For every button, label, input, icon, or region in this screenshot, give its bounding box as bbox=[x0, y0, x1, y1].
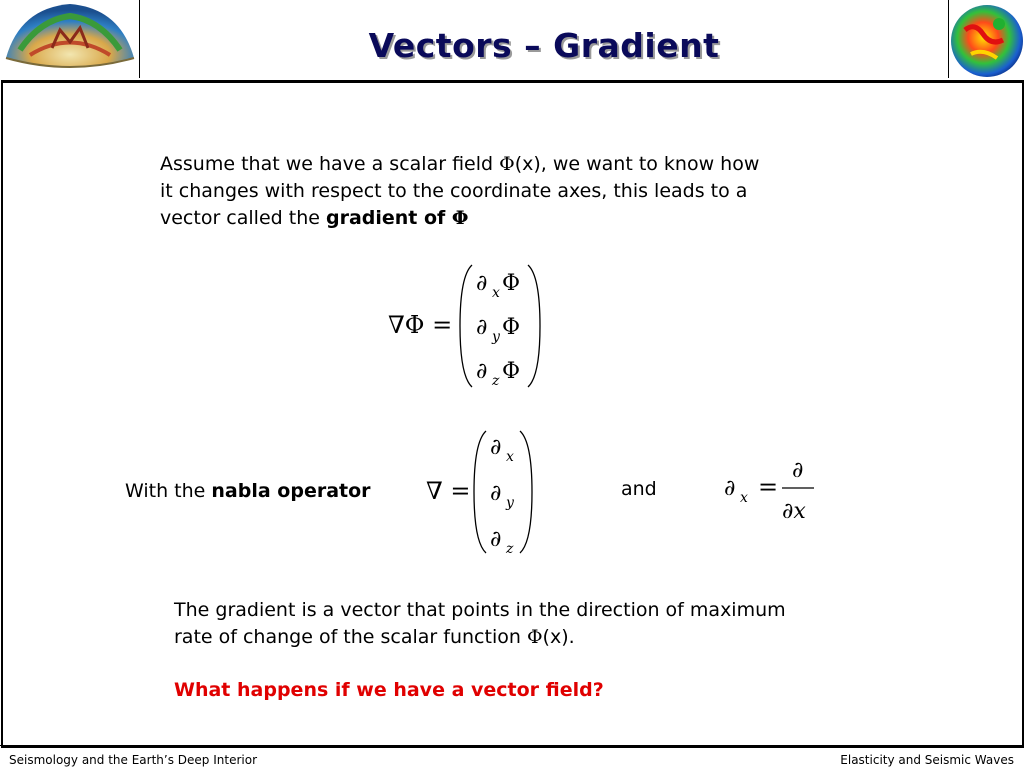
phi-symbol: Φ bbox=[502, 271, 521, 296]
gradient-equation bbox=[380, 262, 550, 392]
phi-symbol: Φ bbox=[526, 626, 543, 648]
nabla-lhs: ∇ = bbox=[426, 477, 471, 505]
partial-symbol: ∂ bbox=[476, 315, 488, 340]
nabla-label-bold: nabla operator bbox=[211, 480, 371, 502]
partial-symbol: ∂ bbox=[490, 481, 502, 506]
intro-text: vector called the bbox=[160, 207, 326, 229]
footer-left: Seismology and the Earth’s Deep Interior bbox=[9, 753, 257, 767]
nabla-equation bbox=[420, 428, 545, 558]
gradient-term: gradient of bbox=[325, 207, 452, 229]
partial-symbol: ∂ bbox=[490, 527, 502, 552]
earth-tomography-globe-icon bbox=[947, 0, 1024, 80]
fraction-denominator: ∂x bbox=[782, 499, 806, 524]
gradient-lhs: ∇Φ = bbox=[388, 311, 453, 339]
intro-text: it changes with respect to the coordinate axes, this leads to a bbox=[160, 180, 748, 202]
partial-symbol: ∂ bbox=[476, 271, 488, 296]
subscript-x: x bbox=[506, 449, 514, 465]
subscript-z: z bbox=[506, 541, 514, 557]
intro-paragraph bbox=[160, 151, 860, 232]
description-text: The gradient is a vector that points in the direction of maximum bbox=[174, 599, 786, 621]
intro-text: (x), we want to know how bbox=[514, 153, 760, 175]
description-text: (x). bbox=[542, 626, 575, 648]
footer bbox=[0, 745, 1024, 769]
phi-symbol: Φ bbox=[451, 207, 469, 229]
partial-definition bbox=[720, 455, 830, 527]
phi-symbol: Φ bbox=[499, 153, 515, 175]
equals-sign: = bbox=[758, 473, 779, 501]
slide-title: Vectors – Gradient bbox=[368, 26, 720, 65]
fraction-numerator: ∂ bbox=[792, 458, 804, 483]
subscript-y: y bbox=[506, 495, 514, 511]
description-text: rate of change of the scalar function bbox=[174, 626, 527, 648]
subscript-x: x bbox=[740, 490, 748, 506]
phi-symbol: Φ bbox=[502, 315, 521, 340]
question-text: What happens if we have a vector field? bbox=[174, 679, 604, 701]
subscript-y: y bbox=[492, 329, 500, 345]
footer-right: Elasticity and Seismic Waves bbox=[840, 753, 1014, 767]
and-label: and bbox=[621, 478, 657, 500]
title-box bbox=[139, 0, 949, 78]
partial-symbol: ∂ bbox=[724, 476, 736, 501]
intro-text: Assume that we have a scalar field bbox=[160, 153, 500, 175]
subscript-x: x bbox=[492, 285, 500, 301]
subscript-z: z bbox=[492, 373, 500, 389]
partial-symbol: ∂ bbox=[476, 359, 488, 384]
phi-symbol: Φ bbox=[502, 359, 521, 384]
nabla-label bbox=[125, 480, 371, 502]
nabla-label-prefix: With the bbox=[125, 480, 212, 502]
earth-cross-section-icon bbox=[0, 0, 140, 78]
partial-symbol: ∂ bbox=[490, 435, 502, 460]
description-paragraph bbox=[174, 597, 894, 651]
